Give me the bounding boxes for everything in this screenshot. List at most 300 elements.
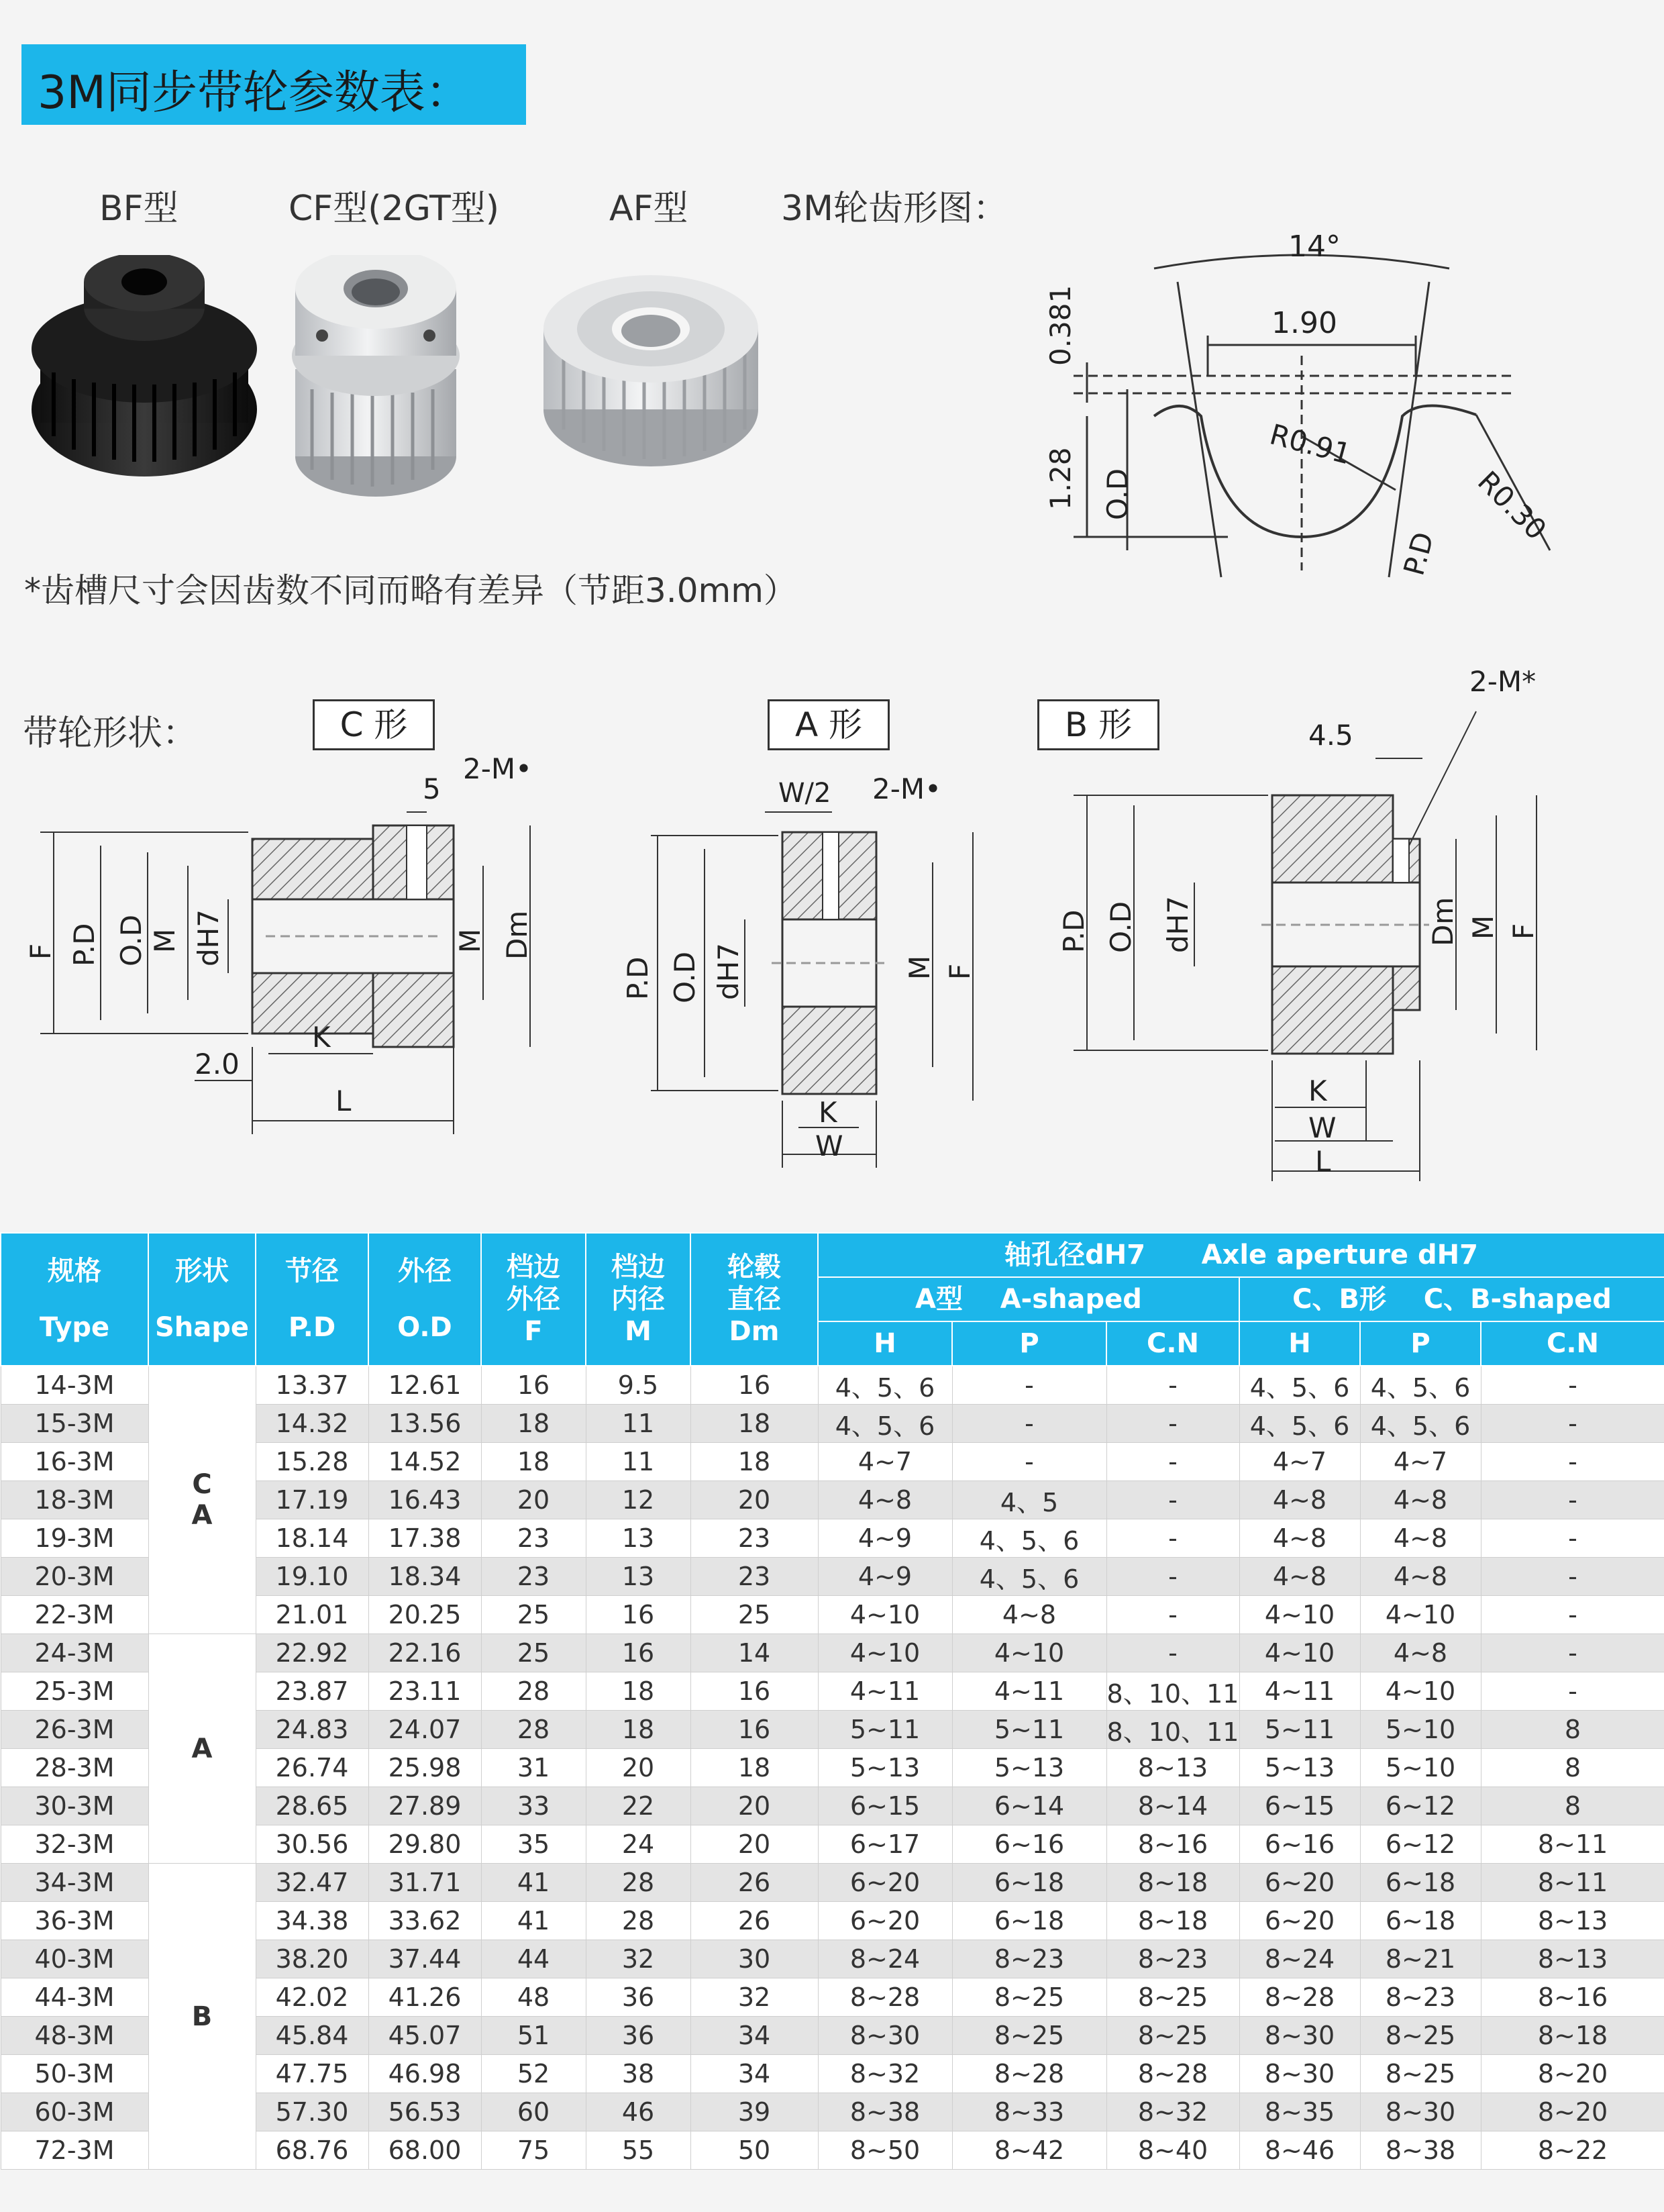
table-cell: - [952, 1443, 1106, 1481]
table-cell: 16 [690, 1366, 818, 1405]
shape-tag-a: A 形 [768, 699, 890, 750]
table-cell: 11 [586, 1443, 690, 1481]
table-cell: - [1481, 1481, 1664, 1519]
table-cell: 8~24 [1239, 1940, 1360, 1978]
table-cell: 4、5、6 [1360, 1405, 1481, 1443]
table-cell: 4、5、6 [818, 1405, 952, 1443]
col-group-cb: C、B形 C、B-shaped [1239, 1277, 1664, 1321]
table-cell: 5~11 [818, 1711, 952, 1749]
table-cell: 8~11 [1481, 1825, 1664, 1864]
table-cell: 6~20 [1239, 1864, 1360, 1902]
table-cell: 41 [481, 1902, 586, 1940]
shape-c-l: L [335, 1085, 352, 1117]
table-cell: 26 [690, 1902, 818, 1940]
col-dm: 轮毂直径 Dm [690, 1233, 818, 1366]
table-cell: 18 [690, 1405, 818, 1443]
table-cell: 4~11 [1239, 1672, 1360, 1711]
shape-c-screw: 2-M• [463, 752, 532, 785]
table-cell: 16-3M [1, 1443, 148, 1481]
table-cell: 13 [586, 1519, 690, 1558]
shape-tag-c: C 形 [313, 699, 435, 750]
table-cell: 48-3M [1, 2017, 148, 2055]
table-cell: 4~11 [818, 1672, 952, 1711]
table-cell: 47.75 [256, 2055, 368, 2093]
table-cell: 4~8 [1239, 1481, 1360, 1519]
table-cell: 6~18 [1360, 1902, 1481, 1940]
table-cell: 5~13 [818, 1749, 952, 1787]
table-cell: 8~23 [952, 1940, 1106, 1978]
table-cell: 56.53 [368, 2093, 481, 2131]
table-cell: 18 [690, 1443, 818, 1481]
table-cell: 8 [1481, 1787, 1664, 1825]
shape-a-label-od: O.D [668, 951, 701, 1003]
tooth-pd-label: P.D [1397, 528, 1441, 579]
table-cell: 30.56 [256, 1825, 368, 1864]
table-cell: 25 [481, 1596, 586, 1634]
table-cell: 14-3M [1, 1366, 148, 1405]
table-cell: 6~12 [1360, 1825, 1481, 1864]
table-cell: 5~11 [1239, 1711, 1360, 1749]
table-cell: 8~50 [818, 2131, 952, 2170]
table-cell: 5~10 [1360, 1749, 1481, 1787]
pulley-label-af: AF型 [609, 189, 688, 229]
col-spec: 规格 Type [1, 1233, 148, 1366]
shape-cell: B [148, 1864, 256, 2170]
table-cell: 46 [586, 2093, 690, 2131]
table-cell: 8 [1481, 1711, 1664, 1749]
table-cell: 8~38 [1360, 2131, 1481, 2170]
table-cell: 23 [690, 1519, 818, 1558]
table-cell: 8~25 [1360, 2017, 1481, 2055]
table-cell: 25-3M [1, 1672, 148, 1711]
table-cell: 8~40 [1106, 2131, 1239, 2170]
table-cell: 28.65 [256, 1787, 368, 1825]
table-cell: 8~33 [952, 2093, 1106, 2131]
table-cell: 8~16 [1481, 1978, 1664, 2017]
table-cell: 8~28 [818, 1978, 952, 2017]
table-cell: 25 [481, 1634, 586, 1672]
table-cell: 6~20 [1239, 1902, 1360, 1940]
table-cell: 4~7 [818, 1443, 952, 1481]
table-cell: - [1481, 1519, 1664, 1558]
table-cell: 5~13 [1239, 1749, 1360, 1787]
col-a-p: P [952, 1321, 1106, 1366]
pulley-label-bf: BF型 [99, 189, 178, 229]
table-cell: 4~11 [952, 1672, 1106, 1711]
table-cell: 28 [481, 1672, 586, 1711]
table-cell: 15-3M [1, 1405, 148, 1443]
table-cell: 14.32 [256, 1405, 368, 1443]
table-cell: 75 [481, 2131, 586, 2170]
table-cell: 19.10 [256, 1558, 368, 1596]
table-cell: 8~38 [818, 2093, 952, 2131]
table-cell: 4~10 [952, 1634, 1106, 1672]
tooth-width-label: 1.90 [1271, 306, 1337, 340]
shapes-label: 带轮形状： [23, 713, 198, 754]
table-cell: 4~7 [1239, 1443, 1360, 1481]
shape-b-drawing [1057, 665, 1540, 1181]
shape-a-label-dh7: dH7 [712, 943, 745, 1000]
table-cell: 50-3M [1, 2055, 148, 2093]
table-cell: 29.80 [368, 1825, 481, 1864]
table-cell: 4~10 [1239, 1596, 1360, 1634]
table-cell: 17.38 [368, 1519, 481, 1558]
table-row [1, 1864, 1664, 1902]
table-cell: 8~22 [1481, 2131, 1664, 2170]
table-cell: 45.84 [256, 2017, 368, 2055]
shape-a-label-pd: P.D [621, 956, 654, 1000]
table-cell: 5~10 [1360, 1711, 1481, 1749]
table-cell: 8~30 [1239, 2017, 1360, 2055]
tooth-diagram-label: 3M轮齿形图： [781, 189, 1008, 229]
table-cell: 31 [481, 1749, 586, 1787]
table-cell: 4~10 [1360, 1672, 1481, 1711]
table-cell: - [1481, 1596, 1664, 1634]
table-cell: 36-3M [1, 1902, 148, 1940]
table-cell: 4、5 [952, 1481, 1106, 1519]
table-cell: 6~15 [818, 1787, 952, 1825]
table-cell: 4~8 [952, 1596, 1106, 1634]
table-cell: 55 [586, 2131, 690, 2170]
table-cell: 4~7 [1360, 1443, 1481, 1481]
table-cell: 20 [690, 1787, 818, 1825]
table-cell: 8~28 [1239, 1978, 1360, 2017]
table-cell: 8 [1481, 1749, 1664, 1787]
table-cell: 20 [690, 1481, 818, 1519]
col-od: 外径 O.D [368, 1233, 481, 1366]
table-cell: 8、10、11 [1106, 1711, 1239, 1749]
table-cell: 5~11 [952, 1711, 1106, 1749]
table-cell: 8~13 [1481, 1940, 1664, 1978]
table-cell: 52 [481, 2055, 586, 2093]
table-cell: 8~18 [1106, 1864, 1239, 1902]
table-cell: 39 [690, 2093, 818, 2131]
table-cell: 23 [690, 1558, 818, 1596]
table-cell: 13.37 [256, 1366, 368, 1405]
table-cell: - [1481, 1634, 1664, 1672]
table-cell: 8~25 [1106, 1978, 1239, 2017]
shape-c-k: K [312, 1021, 331, 1054]
table-cell: 34-3M [1, 1864, 148, 1902]
table-cell: 18.34 [368, 1558, 481, 1596]
table-cell: 8~25 [1106, 2017, 1239, 2055]
table-cell: 14 [690, 1634, 818, 1672]
shape-c-label-m2: M [454, 928, 486, 953]
table-cell: 20 [481, 1481, 586, 1519]
shape-b-top-dim: 4.5 [1308, 719, 1353, 752]
table-cell: 13 [586, 1558, 690, 1596]
table-cell: 8~18 [1481, 2017, 1664, 2055]
table-cell: 4~8 [1239, 1519, 1360, 1558]
table-cell: 5~13 [952, 1749, 1106, 1787]
table-cell: - [1481, 1443, 1664, 1481]
table-cell: 6~16 [952, 1825, 1106, 1864]
col-m: 档边内径 M [586, 1233, 690, 1366]
table-cell: 16 [481, 1366, 586, 1405]
table-cell: 36 [586, 2017, 690, 2055]
table-cell: 44 [481, 1940, 586, 1978]
table-cell: 6~17 [818, 1825, 952, 1864]
table-cell: 8~21 [1360, 1940, 1481, 1978]
table-cell: 16.43 [368, 1481, 481, 1519]
shape-cell: A [148, 1634, 256, 1864]
table-cell: 8~28 [952, 2055, 1106, 2093]
shape-a-label-f: F [943, 963, 976, 980]
shape-c-left-dim: 2.0 [195, 1048, 240, 1080]
table-row [1, 1634, 1664, 1672]
table-cell: 4~8 [1360, 1519, 1481, 1558]
table-cell: - [1106, 1596, 1239, 1634]
col-shape: 形状 Shape [148, 1233, 256, 1366]
shape-b-label-dh7: dH7 [1161, 896, 1194, 953]
table-cell: 4、5、6 [1239, 1366, 1360, 1405]
table-cell: 68.00 [368, 2131, 481, 2170]
col-pd: 节径 P.D [256, 1233, 368, 1366]
table-cell: 8、10、11 [1106, 1672, 1239, 1711]
table-cell: 26 [690, 1864, 818, 1902]
table-cell: 28 [586, 1864, 690, 1902]
table-cell: 6~18 [952, 1902, 1106, 1940]
table-cell: 18 [690, 1749, 818, 1787]
shape-c-label-dm: Dm [501, 910, 533, 960]
table-cell: 8~24 [818, 1940, 952, 1978]
table-cell: 16 [586, 1634, 690, 1672]
table-cell: - [1106, 1481, 1239, 1519]
table-cell: - [1106, 1519, 1239, 1558]
shape-c-label-od: O.D [115, 914, 148, 966]
table-cell: 8~14 [1106, 1787, 1239, 1825]
table-cell: 4~10 [818, 1634, 952, 1672]
table-cell: 41 [481, 1864, 586, 1902]
table-cell: 8~23 [1106, 1940, 1239, 1978]
table-cell: 22-3M [1, 1596, 148, 1634]
table-cell: - [952, 1405, 1106, 1443]
tooth-angle-label: 14° [1288, 230, 1341, 264]
table-cell: 8~32 [818, 2055, 952, 2093]
table-cell: 32.47 [256, 1864, 368, 1902]
table-cell: 4~9 [818, 1558, 952, 1596]
col-a-cn: C.N [1106, 1321, 1239, 1366]
table-cell: - [1481, 1672, 1664, 1711]
table-cell: 4~10 [818, 1596, 952, 1634]
table-cell: 34 [690, 2017, 818, 2055]
table-cell: 30 [690, 1940, 818, 1978]
table-cell: 8~18 [1106, 1902, 1239, 1940]
table-cell: 8~42 [952, 2131, 1106, 2170]
table-cell: 45.07 [368, 2017, 481, 2055]
table-cell: 6~16 [1239, 1825, 1360, 1864]
table-cell: 8~30 [818, 2017, 952, 2055]
shape-a-w: W [815, 1129, 843, 1162]
table-cell: 42.02 [256, 1978, 368, 2017]
table-cell: 26-3M [1, 1711, 148, 1749]
table-cell: - [1106, 1366, 1239, 1405]
table-cell: 18 [586, 1711, 690, 1749]
table-cell: 24-3M [1, 1634, 148, 1672]
table-cell: 4~9 [818, 1519, 952, 1558]
table-cell: 24 [586, 1825, 690, 1864]
table-cell: 33 [481, 1787, 586, 1825]
table-cell: 36 [586, 1978, 690, 2017]
table-cell: - [952, 1366, 1106, 1405]
shape-b-l: L [1315, 1145, 1331, 1178]
table-cell: 28-3M [1, 1749, 148, 1787]
table-cell: 18 [586, 1672, 690, 1711]
table-cell: 8~20 [1481, 2055, 1664, 2093]
table-cell: 4~8 [1239, 1558, 1360, 1596]
table-cell: 8~32 [1106, 2093, 1239, 2131]
table-cell: 20.25 [368, 1596, 481, 1634]
table-cell: 11 [586, 1405, 690, 1443]
table-cell: 6~20 [818, 1864, 952, 1902]
table-cell: 8~23 [1360, 1978, 1481, 2017]
table-cell: 32 [586, 1940, 690, 1978]
table-cell: 26.74 [256, 1749, 368, 1787]
tooth-od-label: O.D [1101, 468, 1134, 520]
table-cell: 8~25 [952, 2017, 1106, 2055]
table-cell: 4~8 [1360, 1634, 1481, 1672]
table-cell: 6~18 [1360, 1864, 1481, 1902]
table-cell: 60 [481, 2093, 586, 2131]
table-cell: 20 [690, 1825, 818, 1864]
shape-a-k: K [819, 1096, 837, 1129]
table-cell: 8~28 [1106, 2055, 1239, 2093]
table-cell: 12.61 [368, 1366, 481, 1405]
tooth-height1-label: 0.381 [1044, 285, 1077, 366]
shape-c-label-m1: M [148, 928, 181, 953]
table-cell: 25.98 [368, 1749, 481, 1787]
shape-a-drawing [621, 772, 976, 1168]
table-cell: 4~10 [1360, 1596, 1481, 1634]
table-cell: 8~25 [1360, 2055, 1481, 2093]
table-cell: 8~30 [1239, 2055, 1360, 2093]
shape-a-label-m: M [903, 955, 936, 980]
table-cell: - [1481, 1366, 1664, 1405]
table-cell: 23 [481, 1519, 586, 1558]
shape-b-label-dm: Dm [1426, 897, 1459, 946]
table-cell: 44-3M [1, 1978, 148, 2017]
shape-c-drawing [24, 752, 533, 1134]
table-cell: 12 [586, 1481, 690, 1519]
col-group-a: A型 A-shaped [818, 1277, 1239, 1321]
table-cell: 8~11 [1481, 1864, 1664, 1902]
table-cell: 32-3M [1, 1825, 148, 1864]
table-cell: 17.19 [256, 1481, 368, 1519]
table-cell: 4、5、6 [1239, 1405, 1360, 1443]
table-cell: 6~15 [1239, 1787, 1360, 1825]
col-f: 档边外径 F [481, 1233, 586, 1366]
table-cell: 30-3M [1, 1787, 148, 1825]
col-cb-cn: C.N [1481, 1321, 1664, 1366]
parameter-table [0, 1232, 1664, 2170]
table-cell: 4~8 [818, 1481, 952, 1519]
shape-b-label-m: M [1467, 915, 1500, 940]
table-cell: 16 [690, 1672, 818, 1711]
table-cell: 20 [586, 1749, 690, 1787]
shape-c-label-f: F [24, 943, 57, 960]
table-cell: 19-3M [1, 1519, 148, 1558]
table-cell: 8~35 [1239, 2093, 1360, 2131]
table-row [1, 1366, 1664, 1405]
table-cell: 6~12 [1360, 1787, 1481, 1825]
shape-cell: C A [148, 1366, 256, 1634]
shape-a-screw: 2-M• [872, 772, 941, 805]
table-cell: 35 [481, 1825, 586, 1864]
table-cell: 46.98 [368, 2055, 481, 2093]
table-cell: 16 [690, 1711, 818, 1749]
table-cell: - [1106, 1634, 1239, 1672]
table-cell: 18.14 [256, 1519, 368, 1558]
table-cell: 25 [690, 1596, 818, 1634]
table-cell: 8~13 [1481, 1902, 1664, 1940]
table-cell: 37.44 [368, 1940, 481, 1978]
table-cell: 13.56 [368, 1405, 481, 1443]
table-cell: 8~25 [952, 1978, 1106, 2017]
table-cell: 4、5、6 [1360, 1366, 1481, 1405]
shape-b-w: W [1308, 1111, 1337, 1144]
page-title: 3M同步带轮参数表： [38, 66, 471, 119]
table-cell: - [1106, 1405, 1239, 1443]
table-cell: 23.11 [368, 1672, 481, 1711]
tooth-height2-label: 1.28 [1044, 447, 1077, 510]
table-cell: 14.52 [368, 1443, 481, 1481]
table-cell: 4、5、6 [952, 1558, 1106, 1596]
table-cell: 15.28 [256, 1443, 368, 1481]
table-cell: 4~10 [1239, 1634, 1360, 1672]
tooth-r1-label: R0.91 [1266, 417, 1355, 471]
shape-b-label-f: F [1507, 923, 1540, 940]
table-cell: 60-3M [1, 2093, 148, 2131]
table-cell: 23 [481, 1558, 586, 1596]
table-cell: 34.38 [256, 1902, 368, 1940]
shape-c-label-dh7: dH7 [192, 909, 225, 966]
shape-c-top-dim: 5 [423, 772, 441, 805]
tooth-size-note: *齿槽尺寸会因齿数不同而略有差异（节距3.0mm） [24, 571, 797, 610]
table-cell: 38 [586, 2055, 690, 2093]
table-cell: 68.76 [256, 2131, 368, 2170]
table-cell: 6~18 [952, 1864, 1106, 1902]
pulley-label-cf: CF型(2GT型) [289, 189, 500, 229]
table-cell: 18 [481, 1405, 586, 1443]
shape-b-k: K [1308, 1074, 1327, 1107]
table-cell: 21.01 [256, 1596, 368, 1634]
table-cell: 8~13 [1106, 1749, 1239, 1787]
table-cell: 20-3M [1, 1558, 148, 1596]
col-a-h: H [818, 1321, 952, 1366]
table-cell: - [1106, 1443, 1239, 1481]
table-cell: 6~20 [818, 1902, 952, 1940]
table-cell: 16 [586, 1596, 690, 1634]
table-cell: 34 [690, 2055, 818, 2093]
table-cell: 38.20 [256, 1940, 368, 1978]
table-cell: 51 [481, 2017, 586, 2055]
table-cell: 24.07 [368, 1711, 481, 1749]
shape-tag-b: B 形 [1037, 699, 1159, 750]
table-cell: 22.16 [368, 1634, 481, 1672]
table-cell: 22.92 [256, 1634, 368, 1672]
shape-c-label-pd: P.D [68, 923, 101, 966]
shape-b-screw: 2-M* [1469, 665, 1537, 698]
table-body [1, 1366, 1664, 2170]
table-cell: 28 [481, 1711, 586, 1749]
parameter-table-wrap [0, 1232, 1664, 2170]
shape-b-label-od: O.D [1104, 901, 1137, 953]
table-cell: 8~30 [1360, 2093, 1481, 2131]
table-cell: 4~8 [1360, 1481, 1481, 1519]
table-cell: 28 [586, 1902, 690, 1940]
table-cell: 23.87 [256, 1672, 368, 1711]
col-axle-aperture: 轴孔径dH7 Axle aperture dH7 [818, 1233, 1664, 1277]
